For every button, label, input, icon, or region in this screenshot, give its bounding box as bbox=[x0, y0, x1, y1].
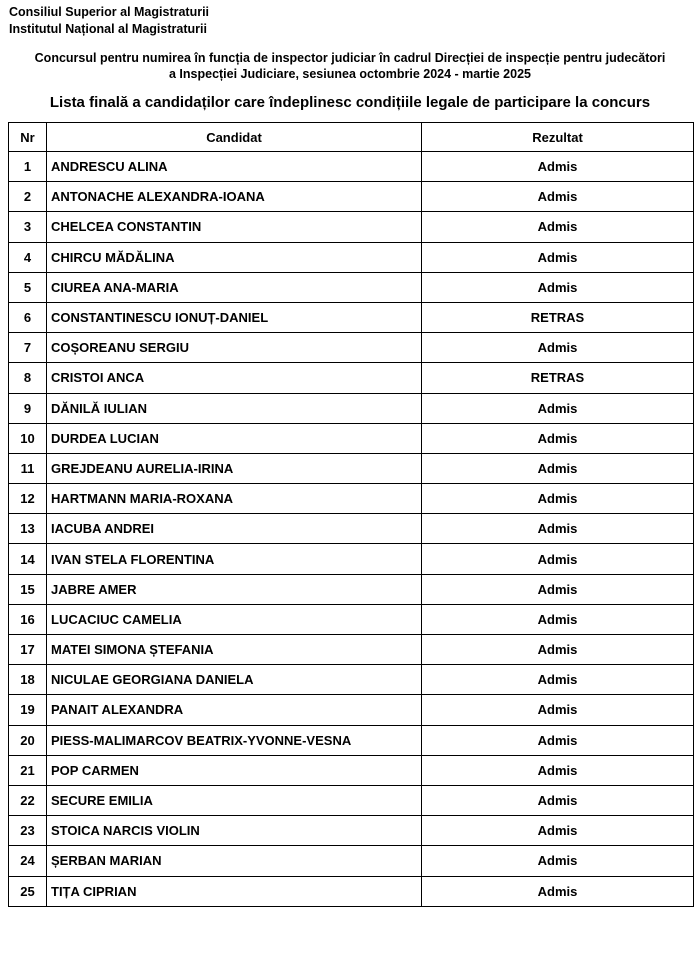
candidate-result: Admis bbox=[422, 846, 694, 876]
row-number: 8 bbox=[9, 363, 47, 393]
candidate-result: Admis bbox=[422, 785, 694, 815]
candidate-name: CONSTANTINESCU IONUȚ-DANIEL bbox=[47, 302, 422, 332]
candidate-result: Admis bbox=[422, 665, 694, 695]
candidates-table bbox=[8, 122, 694, 907]
candidate-result: Admis bbox=[422, 544, 694, 574]
row-number: 24 bbox=[9, 846, 47, 876]
candidate-result: Admis bbox=[422, 604, 694, 634]
table-row bbox=[9, 755, 694, 785]
table-row bbox=[9, 333, 694, 363]
candidate-name: POP CARMEN bbox=[47, 755, 422, 785]
table-row bbox=[9, 242, 694, 272]
table-row bbox=[9, 212, 694, 242]
candidate-result: Admis bbox=[422, 755, 694, 785]
candidate-name: LUCACIUC CAMELIA bbox=[47, 604, 422, 634]
row-number: 4 bbox=[9, 242, 47, 272]
candidate-name: JABRE AMER bbox=[47, 574, 422, 604]
table-row bbox=[9, 484, 694, 514]
row-number: 10 bbox=[9, 423, 47, 453]
candidate-result: RETRAS bbox=[422, 363, 694, 393]
candidate-name: CIUREA ANA-MARIA bbox=[47, 272, 422, 302]
candidate-name: CRISTOI ANCA bbox=[47, 363, 422, 393]
row-number: 21 bbox=[9, 755, 47, 785]
candidate-name: HARTMANN MARIA-ROXANA bbox=[47, 484, 422, 514]
candidate-name: STOICA NARCIS VIOLIN bbox=[47, 816, 422, 846]
table-row bbox=[9, 846, 694, 876]
document-title-line-2: a Inspecției Judiciare, sesiunea octombrie 2024 - martie 2025 bbox=[169, 67, 531, 81]
candidate-name: MATEI SIMONA ȘTEFANIA bbox=[47, 635, 422, 665]
table-row bbox=[9, 665, 694, 695]
table-row bbox=[9, 272, 694, 302]
candidate-result: Admis bbox=[422, 876, 694, 906]
candidate-result: Admis bbox=[422, 423, 694, 453]
candidate-result: Admis bbox=[422, 635, 694, 665]
candidate-name: IACUBA ANDREI bbox=[47, 514, 422, 544]
row-number: 25 bbox=[9, 876, 47, 906]
row-number: 7 bbox=[9, 333, 47, 363]
table-row bbox=[9, 544, 694, 574]
candidate-result: Admis bbox=[422, 212, 694, 242]
candidate-result: Admis bbox=[422, 393, 694, 423]
candidate-name: TIȚA CIPRIAN bbox=[47, 876, 422, 906]
candidate-name: GREJDEANU AURELIA-IRINA bbox=[47, 453, 422, 483]
table-row bbox=[9, 423, 694, 453]
row-number: 14 bbox=[9, 544, 47, 574]
candidate-result: Admis bbox=[422, 242, 694, 272]
candidate-name: IVAN STELA FLORENTINA bbox=[47, 544, 422, 574]
table-row bbox=[9, 574, 694, 604]
row-number: 5 bbox=[9, 272, 47, 302]
list-heading: Lista finală a candidaților care îndeplinesc condițiile legale de participare la concurs bbox=[49, 94, 651, 111]
table-row bbox=[9, 816, 694, 846]
table-row bbox=[9, 393, 694, 423]
row-number: 1 bbox=[9, 152, 47, 182]
candidate-result: Admis bbox=[422, 333, 694, 363]
candidate-result: Admis bbox=[422, 272, 694, 302]
row-number: 17 bbox=[9, 635, 47, 665]
candidate-result: Admis bbox=[422, 816, 694, 846]
row-number: 18 bbox=[9, 665, 47, 695]
row-number: 19 bbox=[9, 695, 47, 725]
table-row bbox=[9, 876, 694, 906]
candidate-name: PANAIT ALEXANDRA bbox=[47, 695, 422, 725]
table-row bbox=[9, 302, 694, 332]
candidate-name: COȘOREANU SERGIU bbox=[47, 333, 422, 363]
table-row bbox=[9, 453, 694, 483]
candidate-result: Admis bbox=[422, 695, 694, 725]
table-row bbox=[9, 514, 694, 544]
document-title-line-1: Concursul pentru numirea în funcția de inspector judiciar în cadrul Direcției de inspecție pentru judecători bbox=[34, 51, 666, 65]
candidate-result: Admis bbox=[422, 453, 694, 483]
table-row bbox=[9, 363, 694, 393]
table-body bbox=[9, 152, 694, 907]
candidate-name: DĂNILĂ IULIAN bbox=[47, 393, 422, 423]
candidate-name: ANTONACHE ALEXANDRA-IOANA bbox=[47, 182, 422, 212]
table-row bbox=[9, 725, 694, 755]
candidate-result: Admis bbox=[422, 725, 694, 755]
header-result: Rezultat bbox=[422, 123, 694, 152]
row-number: 6 bbox=[9, 302, 47, 332]
table-row bbox=[9, 604, 694, 634]
candidate-name: NICULAE GEORGIANA DANIELA bbox=[47, 665, 422, 695]
candidate-name: ANDRESCU ALINA bbox=[47, 152, 422, 182]
candidate-name: DURDEA LUCIAN bbox=[47, 423, 422, 453]
row-number: 11 bbox=[9, 453, 47, 483]
row-number: 9 bbox=[9, 393, 47, 423]
row-number: 2 bbox=[9, 182, 47, 212]
table-row bbox=[9, 695, 694, 725]
row-number: 12 bbox=[9, 484, 47, 514]
table-row bbox=[9, 635, 694, 665]
row-number: 20 bbox=[9, 725, 47, 755]
row-number: 13 bbox=[9, 514, 47, 544]
candidate-name: PIESS-MALIMARCOV BEATRIX-YVONNE-VESNA bbox=[47, 725, 422, 755]
table-row bbox=[9, 785, 694, 815]
header-candidate: Candidat bbox=[47, 123, 422, 152]
row-number: 15 bbox=[9, 574, 47, 604]
table-header-row bbox=[9, 123, 694, 152]
candidate-result: RETRAS bbox=[422, 302, 694, 332]
row-number: 3 bbox=[9, 212, 47, 242]
candidate-result: Admis bbox=[422, 484, 694, 514]
candidate-result: Admis bbox=[422, 514, 694, 544]
table-row bbox=[9, 182, 694, 212]
row-number: 23 bbox=[9, 816, 47, 846]
row-number: 22 bbox=[9, 785, 47, 815]
institution-name-inm: Institutul Național al Magistraturii bbox=[9, 22, 207, 36]
candidate-result: Admis bbox=[422, 152, 694, 182]
institution-name-csm: Consiliul Superior al Magistraturii bbox=[9, 5, 210, 19]
candidate-name: CHIRCU MĂDĂLINA bbox=[47, 242, 422, 272]
candidate-result: Admis bbox=[422, 574, 694, 604]
header-nr: Nr bbox=[9, 123, 47, 152]
row-number: 16 bbox=[9, 604, 47, 634]
candidate-result: Admis bbox=[422, 182, 694, 212]
table-row bbox=[9, 152, 694, 182]
candidate-name: SECURE EMILIA bbox=[47, 785, 422, 815]
candidate-name: ȘERBAN MARIAN bbox=[47, 846, 422, 876]
candidate-name: CHELCEA CONSTANTIN bbox=[47, 212, 422, 242]
